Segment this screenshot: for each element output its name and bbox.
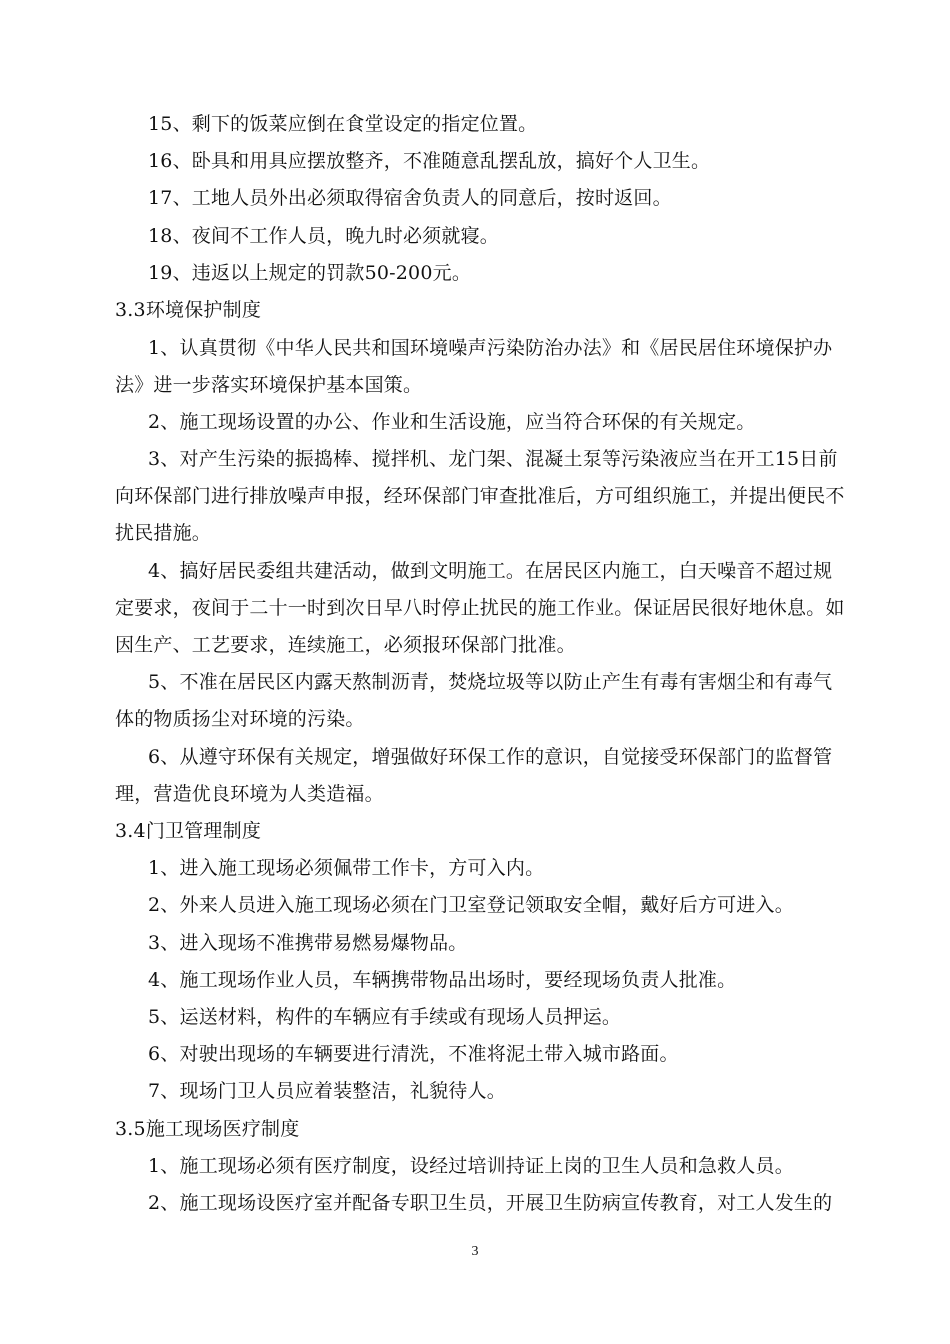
paragraph-line: 2、施工现场设医疗室并配备专职卫生员，开展卫生防病宣传教育，对工人发生的: [148, 1192, 833, 1214]
paragraph-line: 19、违返以上规定的罚款50-200元。: [148, 262, 472, 284]
paragraph-line: 3、进入现场不准携带易燃易爆物品。: [148, 932, 468, 954]
section-heading: 3.4门卫管理制度: [115, 820, 262, 842]
paragraph-line: 向环保部门进行排放噪声申报，经环保部门审查批准后，方可组织施工，并提出便民不: [115, 485, 845, 507]
paragraph-line: 16、卧具和用具应摆放整齐，不准随意乱摆乱放，搞好个人卫生。: [148, 150, 711, 172]
paragraph-line: 15、剩下的饭菜应倒在食堂设定的指定位置。: [148, 113, 538, 135]
paragraph-line: 6、对驶出现场的车辆要进行清洗，不准将泥土带入城市路面。: [148, 1043, 679, 1065]
paragraph-line: 1、认真贯彻《中华人民共和国环境噪声污染防治办法》和《居民居住环境保护办: [148, 337, 833, 359]
paragraph-line: 法》进一步落实环境保护基本国策。: [115, 374, 423, 396]
paragraph-line: 6、从遵守环保有关规定，增强做好环保工作的意识，自觉接受环保部门的监督管: [148, 746, 833, 768]
paragraph-line: 1、进入施工现场必须佩带工作卡，方可入内。: [148, 857, 545, 879]
paragraph-line: 体的物质扬尘对环境的污染。: [115, 708, 365, 730]
paragraph-line: 4、搞好居民委组共建活动，做到文明施工。在居民区内施工，白天噪音不超过规: [148, 560, 833, 582]
paragraph-line: 18、夜间不工作人员，晚九时必须就寝。: [148, 225, 499, 247]
paragraph-line: 2、外来人员进入施工现场必须在门卫室登记领取安全帽，戴好后方可进入。: [148, 894, 794, 916]
paragraph-line: 1、施工现场必须有医疗制度，设经过培训持证上岗的卫生人员和急救人员。: [148, 1155, 794, 1177]
paragraph-line: 因生产、工艺要求，连续施工，必须报环保部门批准。: [115, 634, 576, 656]
paragraph-line: 17、工地人员外出必须取得宿舍负责人的同意后，按时返回。: [148, 187, 672, 209]
paragraph-line: 扰民措施。: [115, 522, 212, 544]
page-number: 3: [471, 1244, 479, 1259]
paragraph-line: 5、运送材料，构件的车辆应有手续或有现场人员押运。: [148, 1006, 622, 1028]
section-heading: 3.3环境保护制度: [115, 299, 262, 321]
paragraph-line: 定要求，夜间于二十一时到次日早八时停止扰民的施工作业。保证居民很好地休息。如: [115, 597, 845, 619]
paragraph-line: 理，营造优良环境为人类造福。: [115, 783, 384, 805]
paragraph-line: 2、施工现场设置的办公、作业和生活设施，应当符合环保的有关规定。: [148, 411, 756, 433]
paragraph-line: 5、不准在居民区内露天熬制沥青，焚烧垃圾等以防止产生有毒有害烟尘和有毒气: [148, 671, 833, 693]
section-heading: 3.5施工现场医疗制度: [115, 1118, 300, 1140]
paragraph-line: 3、对产生污染的振捣棒、搅拌机、龙门架、混凝土泵等污染液应当在开工15日前: [148, 448, 838, 470]
paragraph-line: 4、施工现场作业人员，车辆携带物品出场时，要经现场负责人批准。: [148, 969, 737, 991]
paragraph-line: 7、现场门卫人员应着装整洁，礼貌待人。: [148, 1080, 506, 1102]
